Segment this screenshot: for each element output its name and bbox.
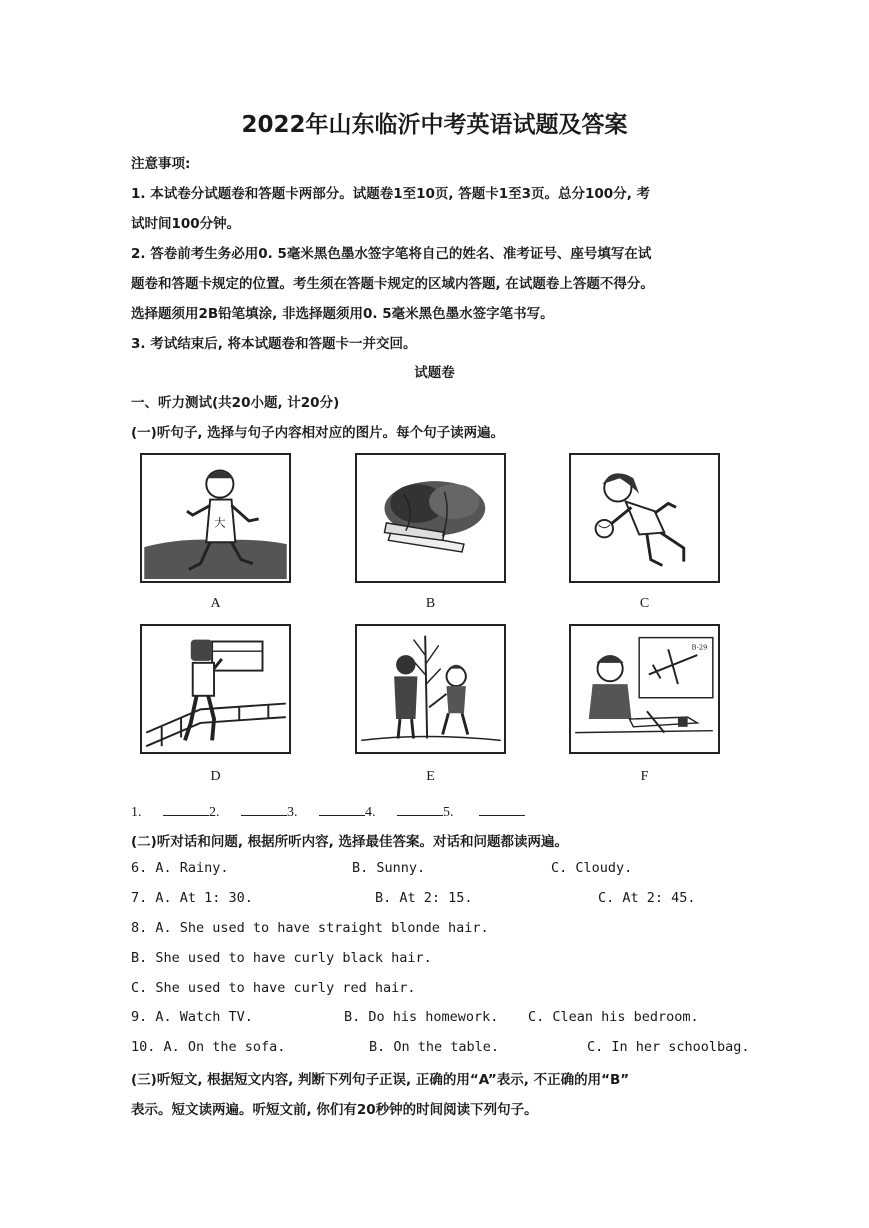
section-title: 试题卷 [414, 365, 455, 381]
picture-label-e: E [426, 769, 435, 784]
notice-item-1: 1. 本试卷分试题卷和答题卡两部分。试题卷1至10页, 答题卡1至3页。总分100分, 考 [131, 186, 651, 202]
blank-label-2: 2. [209, 805, 220, 820]
blank-3[interactable] [319, 801, 365, 816]
q10-option-b: B. On the table. [369, 1039, 500, 1055]
part1-sub1: (一)听句子, 选择与句子内容相对应的图片。每个句子读两遍。 [131, 425, 505, 441]
picture-d [140, 624, 291, 754]
notice-item-2-cont2: 选择题须用2B铅笔填涂, 非选择题须用0. 5毫米黑色墨水签字笔书写。 [131, 306, 554, 322]
q6-option-a: 6. A. Rainy. [131, 860, 229, 876]
svg-text:大: 大 [214, 515, 226, 530]
q7-option-a: 7. A. At 1: 30. [131, 890, 253, 906]
blank-label-1: 1. [131, 805, 142, 820]
vegetables-icon [357, 455, 504, 581]
notice-item-2-cont: 题卷和答题卡规定的位置。考生须在答题卡规定的区域内答题, 在试题卷上答题不得分。 [131, 276, 654, 292]
q10-option-a: 10. A. On the sofa. [131, 1039, 286, 1055]
svg-text:B-29: B-29 [691, 643, 708, 652]
q8-option-b: B. She used to have curly black hair. [131, 950, 432, 966]
blank-2[interactable] [241, 801, 287, 816]
blank-label-3: 3. [287, 805, 298, 820]
picture-label-a: A [210, 596, 221, 611]
notice-item-3: 3. 考试结束后, 将本试题卷和答题卡一并交回。 [131, 336, 417, 352]
planting-tree-icon [357, 626, 504, 752]
robot-carrying-box-icon [142, 626, 289, 752]
part1-sub3-cont: 表示。短文读两遍。听短文前, 你们有20秒钟的时间阅读下列句子。 [131, 1102, 538, 1118]
q9-option-c: C. Clean his bedroom. [528, 1009, 699, 1025]
q8-option-c: C. She used to have curly red hair. [131, 980, 416, 996]
q7-option-c: C. At 2: 45. [598, 890, 696, 906]
picture-b [355, 453, 506, 583]
part1-sub2: (二)听对话和问题, 根据所听内容, 选择最佳答案。对话和问题都读两遍。 [131, 834, 568, 850]
blank-5[interactable] [479, 801, 525, 816]
q6-option-b: B. Sunny. [352, 860, 426, 876]
blank-4[interactable] [397, 801, 443, 816]
picture-c [569, 453, 720, 583]
q9-option-a: 9. A. Watch TV. [131, 1009, 253, 1025]
picture-f [569, 624, 720, 754]
notice-item-2: 2. 答卷前考生务必用0. 5毫米黑色墨水签字笔将自己的姓名、准考证号、座号填写在试 [131, 246, 652, 262]
part1-sub3: (三)听短文, 根据短文内容, 判断下列句子正误, 正确的用“A”表示, 不正确的用“B” [131, 1072, 630, 1088]
q10-option-c: C. In her schoolbag. [587, 1039, 750, 1055]
running-boy-icon [142, 455, 289, 581]
picture-e [355, 624, 506, 754]
picture-label-d: D [210, 769, 221, 784]
picture-label-b: B [425, 596, 436, 611]
q6-option-c: C. Cloudy. [551, 860, 633, 876]
volleyball-girl-icon [571, 455, 718, 581]
part1-heading: 一、听力测试(共20小题, 计20分) [131, 395, 340, 411]
q7-option-b: B. At 2: 15. [375, 890, 473, 906]
q9-option-b: B. Do his homework. [344, 1009, 499, 1025]
model-plane-boy-icon [571, 626, 718, 752]
picture-label-f: F [640, 769, 649, 784]
notice-item-1-cont: 试时间100分钟。 [131, 216, 241, 232]
answer-blanks [131, 801, 525, 821]
page-title: 2022年山东临沂中考英语试题及答案 [241, 112, 628, 138]
notice-heading: 注意事项: [131, 156, 191, 172]
blank-label-4: 4. [365, 805, 376, 820]
blank-1[interactable] [163, 801, 209, 816]
q8-option-a: 8. A. She used to have straight blonde hair. [131, 920, 489, 936]
picture-a [140, 453, 291, 583]
blank-label-5: 5. [443, 805, 454, 820]
picture-label-c: C [639, 596, 650, 611]
